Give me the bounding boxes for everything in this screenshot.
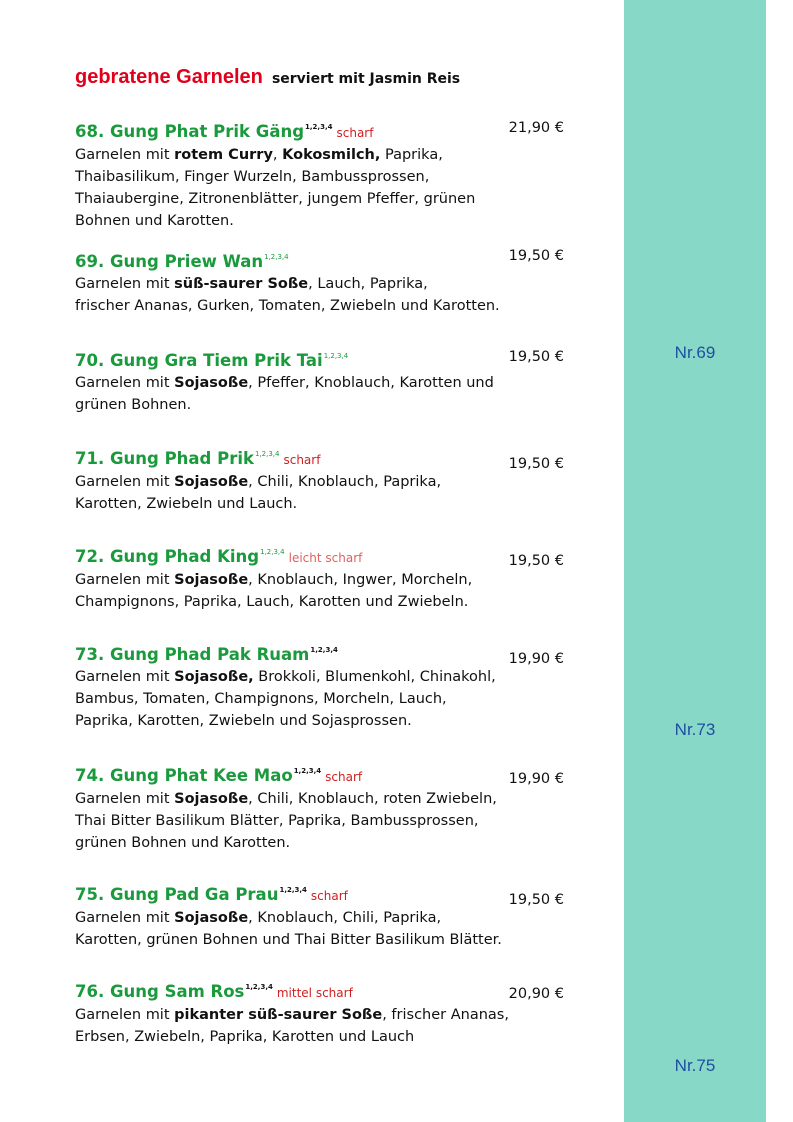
dish-75: [75, 879, 555, 951]
dish-description-line: Thaiaubergine, Zitronenblätter, jungem Pfeffer, grünen: [75, 191, 476, 207]
spice-level: scharf: [310, 889, 348, 903]
allergen-codes: 1,2,3,4: [254, 450, 280, 458]
dish-72: [75, 541, 555, 613]
dish-description-line: Garnelen mit Sojasoße, Pfeffer, Knoblauch, Karotten und: [75, 375, 494, 391]
dish-72-price: 19,50 €: [508, 553, 564, 569]
dish-71-price: 19,50 €: [508, 456, 564, 472]
dish-description-line: Thaibasilikum, Finger Wurzeln, Bambussprossen,: [75, 169, 430, 185]
dish-description-line: grünen Bohnen.: [75, 397, 192, 413]
spice-level: scharf: [336, 126, 374, 140]
dish-header: [75, 116, 555, 144]
dish-description-line: grünen Bohnen und Karotten.: [75, 835, 291, 851]
side-label-nr73: Nr.73: [674, 720, 716, 739]
side-band: [624, 0, 766, 1122]
dish-name: 69. Gung Priew Wan: [75, 252, 264, 271]
dish-description-line: Garnelen mit rotem Curry, Kokosmilch, Paprika,: [75, 147, 443, 163]
dish-header: [75, 760, 555, 788]
dish-description-line: Bohnen und Karotten.: [75, 213, 234, 229]
dish-description-line: Erbsen, Zwiebeln, Paprika, Karotten und Lauch: [75, 1029, 415, 1045]
dish-description-line: Karotten, Zwiebeln und Lauch.: [75, 496, 298, 512]
section-subtitle: serviert mit Jasmin Reis: [271, 71, 461, 87]
allergen-codes: 1,2,3,4: [310, 646, 338, 654]
dish-description-line: Bambus, Tomaten, Champignons, Morcheln, Lauch,: [75, 691, 447, 707]
dish-68: [75, 116, 555, 232]
allergen-codes: 1,2,3,4: [279, 886, 307, 894]
spice-level: scharf: [325, 770, 363, 784]
dish-description-line: Paprika, Karotten, Zwiebeln und Sojasprossen.: [75, 713, 412, 729]
dish-76: [75, 976, 555, 1048]
dish-name: 74. Gung Phat Kee Mao: [75, 766, 293, 785]
spice-level: scharf: [283, 453, 321, 467]
section-title: [75, 66, 460, 89]
side-label-nr75: Nr.75: [674, 1056, 716, 1075]
dish-69: [75, 246, 555, 317]
dish-73: [75, 639, 555, 732]
dish-name: 70. Gung Gra Tiem Prik Tai: [75, 351, 323, 370]
dish-name: 68. Gung Phat Prik Gäng: [75, 122, 305, 141]
dish-description-line: Garnelen mit Sojasoße, Chili, Knoblauch, roten Zwiebeln,: [75, 791, 497, 807]
allergen-codes: 1,2,3,4: [260, 548, 285, 556]
dish-description-line: Garnelen mit süß-saurer Soße, Lauch, Paprika,: [75, 276, 428, 292]
dish-75-price: 19,50 €: [508, 892, 564, 908]
dish-description-line: Garnelen mit Sojasoße, Knoblauch, Chili, Paprika,: [75, 910, 442, 926]
dish-header: [75, 443, 555, 471]
dish-header: [75, 879, 555, 907]
allergen-codes: 1,2,3,4: [264, 253, 289, 261]
dish-description-line: Garnelen mit Sojasoße, Chili, Knoblauch, Paprika,: [75, 474, 442, 490]
dish-76-price: 20,90 €: [508, 986, 564, 1002]
dish-header: [75, 639, 555, 666]
dish-description-line: Garnelen mit pikanter süß-saurer Soße, frischer Ananas,: [75, 1007, 509, 1023]
allergen-codes: 1,2,3,4: [245, 983, 273, 991]
dish-description-line: Karotten, grünen Bohnen und Thai Bitter Basilikum Blätter.: [75, 932, 502, 948]
dish-74-price: 19,90 €: [508, 771, 564, 787]
dish-description-line: Garnelen mit Sojasoße, Knoblauch, Ingwer, Morcheln,: [75, 572, 473, 588]
allergen-codes: 1,2,3,4: [293, 767, 322, 775]
dish-71: [75, 443, 555, 515]
dish-name: 75. Gung Pad Ga Prau: [75, 885, 279, 904]
dish-68-price: 21,90 €: [508, 120, 564, 136]
dish-73-price: 19,90 €: [508, 651, 564, 667]
spice-level: leicht scharf: [288, 551, 363, 565]
section-title-main: gebratene Garnelen: [75, 66, 263, 88]
dish-name: 73. Gung Phad Pak Ruam: [75, 645, 310, 664]
allergen-codes: 1,2,3,4: [305, 123, 333, 131]
dish-description-line: Champignons, Paprika, Lauch, Karotten und Zwiebeln.: [75, 594, 469, 610]
dish-header: [75, 976, 555, 1004]
dish-74: [75, 760, 555, 854]
dish-description-line: Garnelen mit Sojasoße, Brokkoli, Blumenkohl, Chinakohl,: [75, 669, 496, 685]
spice-level: mittel scharf: [276, 986, 353, 1000]
dish-name: 71. Gung Phad Prik: [75, 449, 254, 468]
dish-description-line: Thai Bitter Basilikum Blätter, Paprika, Bambussprossen,: [75, 813, 479, 829]
dish-header: [75, 246, 555, 273]
dish-70: [75, 345, 555, 416]
allergen-codes: 1,2,3,4: [323, 352, 349, 360]
dish-header: [75, 345, 555, 372]
side-label-nr69: Nr.69: [674, 343, 716, 362]
dish-70-price: 19,50 €: [508, 349, 564, 365]
dish-description-line: frischer Ananas, Gurken, Tomaten, Zwiebeln und Karotten.: [75, 298, 500, 314]
dish-header: [75, 541, 555, 569]
dish-name: 72. Gung Phad King: [75, 547, 260, 566]
dish-name: 76. Gung Sam Ros: [75, 982, 245, 1001]
dish-69-price: 19,50 €: [508, 248, 564, 264]
